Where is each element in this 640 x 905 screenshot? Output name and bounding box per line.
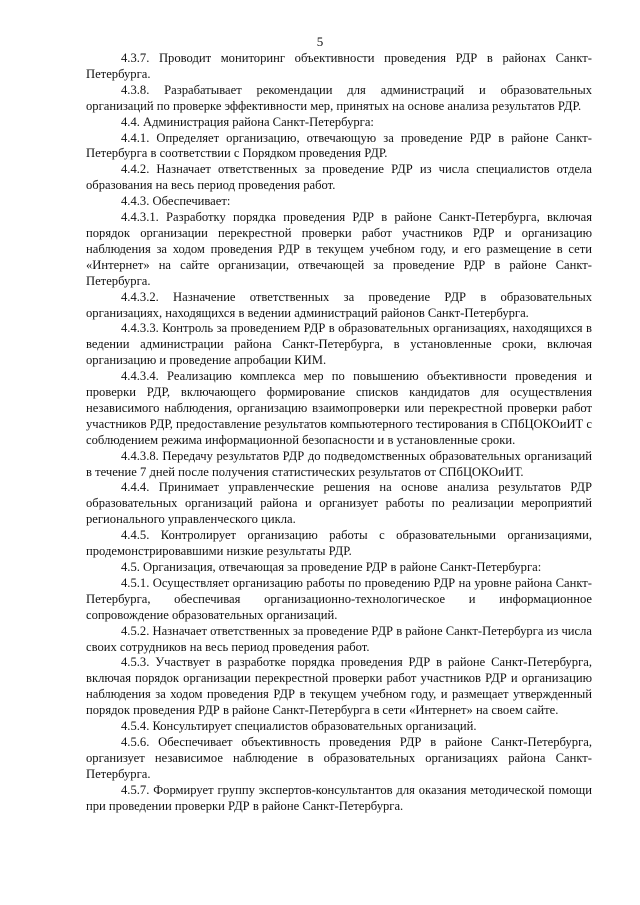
paragraph-4-4-3: 4.4.3. Обеспечивает: bbox=[121, 194, 231, 209]
paragraph-4-3-8: 4.3.8. Разрабатывает рекомендации для администраций и образовательных организаций по проверке эффективности мер, принятых на основе анализа результатов РДР. bbox=[86, 82, 592, 113]
paragraph-4-4-1: 4.4.1. Определяет организацию, отвечающую за проведение РДР в районе Санкт-Петербурга в соответствии с Порядком проведения РДР. bbox=[86, 130, 592, 161]
paragraph-4-3-7: 4.3.7. Проводит мониторинг объективности проведения РДР в районах Санкт-Петербурга. bbox=[86, 51, 592, 81]
paragraph-4-5-2: 4.5.2. Назначает ответственных за проведение РДР в районе Санкт-Петербурга из числа своих сотрудников на весь период проведения работ. bbox=[86, 623, 592, 654]
paragraph-4-4-3-3: 4.4.3.3. Контроль за проведением РДР в образовательных организациях, находящихся в ведении администрации района Санкт-Петербурга, в установленные сроки, включая организацию и проведение апробации КИМ. bbox=[86, 321, 592, 368]
paragraph-4-4-2: 4.4.2. Назначает ответственных за проведение РДР из числа специалистов отдела образования на весь период проведения работ. bbox=[86, 162, 592, 193]
paragraph-4-4-5: 4.4.5. Контролирует организацию работы с образовательными организациями, продемонстрировавшими низкие результаты РДР. bbox=[86, 528, 592, 559]
paragraph-4-4-4: 4.4.4. Принимает управленческие решения на основе анализа результатов РДР образовательных организаций района и организует работы по реализации мероприятий регионального управленческого цикла. bbox=[86, 480, 592, 527]
paragraph-4-5-1: 4.5.1. Осуществляет организацию работы по проведению РДР на уровне района Санкт-Петербурга, обеспечивая организационно-технологическое и информационное сопровождение образовательных организаций. bbox=[86, 575, 592, 622]
paragraph-4-4-3-8: 4.4.3.8. Передачу результатов РДР до подведомственных образовательных организаций в течение 7 дней после получения статистических результатов от СПбЦОКОиИТ. bbox=[86, 448, 592, 479]
page-number: 5 bbox=[316, 34, 324, 49]
paragraph-4-5-4: 4.5.4. Консультирует специалистов образовательных организаций. bbox=[121, 719, 477, 734]
paragraph-4-5-7: 4.5.7. Формирует группу экспертов-консультантов для оказания методической помощи при проведении проверки РДР в районе Санкт-Петербурга. bbox=[86, 782, 592, 813]
paragraph-4-4-3-2: 4.4.3.2. Назначение ответственных за проведение РДР в образовательных организациях, находящихся в ведении администраций районов Санкт-Петербурга. bbox=[86, 289, 592, 320]
paragraph-4-5-6: 4.5.6. Обеспечивает объективность проведения РДР в районе Санкт-Петербурга, организует независимое наблюдение в образовательных организациях района Санкт-Петербурга. bbox=[86, 734, 592, 781]
paragraph-4-5-3: 4.5.3. Участвует в разработке порядка проведения РДР в районе Санкт-Петербурга, включая порядок организации перекрестной проверки работ участников РДР и организацию наблюдения за ходом проведения РДР в текущем учебном году, и размещает утвержденный порядок проведения РДР в районе Санкт-Петербурга в сети «Интернет» на своем сайте. bbox=[86, 655, 592, 718]
paragraph-4-4-3-1: 4.4.3.1. Разработку порядка проведения РДР в районе Санкт-Петербурга, включая порядок организации перекрестной проверки работ участников РДР и организацию наблюдения за ходом проведения РДР в текущем учебном году, и его размещение в сети «Интернет» на сайте организации, отвечающей за проведение РДР в районе Санкт-Петербурга. bbox=[86, 210, 592, 288]
document-body bbox=[86, 51, 592, 815]
section-heading-4-4: 4.4. Администрация района Санкт-Петербурга: bbox=[121, 114, 374, 129]
paragraph-4-4-3-4: 4.4.3.4. Реализацию комплекса мер по повышению объективности проведения и проверки РДР, включающего формирование списков кандидатов для осуществления независимого наблюдения, организацию взаимопроверки или перекрестной проверки работ участников РДР, предоставление результатов компьютерного тестирования в СПбЦОКОиИТ с соблюдением режима информационной безопасности и в установленные сроки. bbox=[86, 369, 592, 447]
section-heading-4-5: 4.5. Организация, отвечающая за проведение РДР в районе Санкт-Петербурга: bbox=[121, 560, 542, 574]
